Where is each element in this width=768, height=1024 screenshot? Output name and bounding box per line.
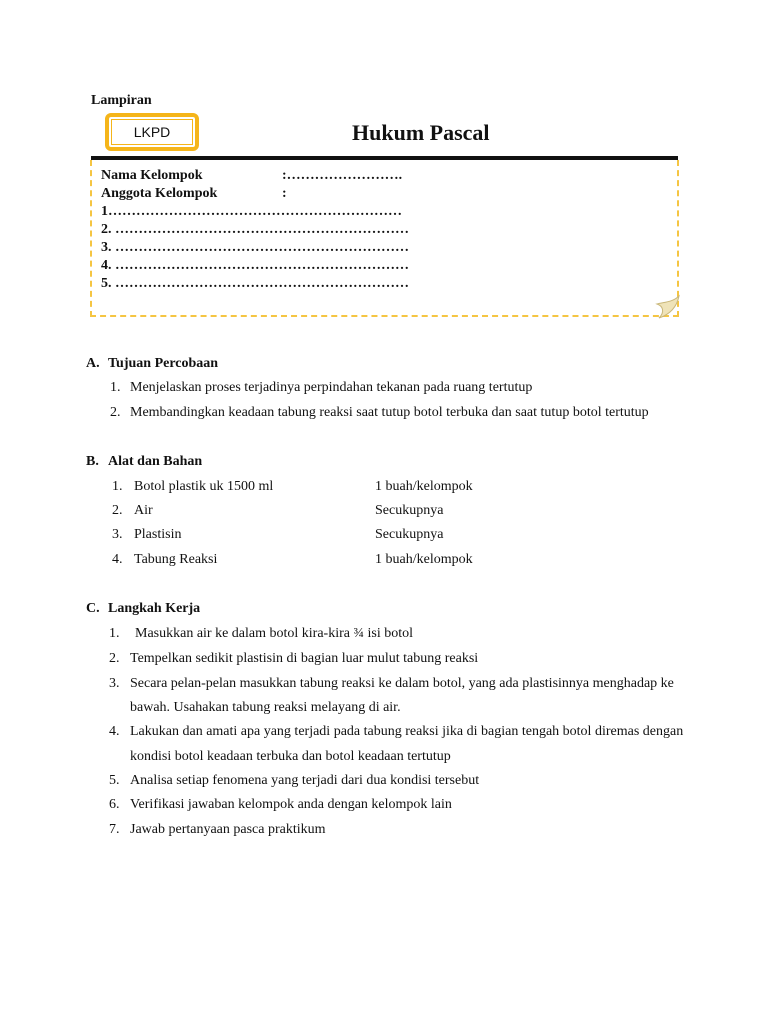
section-b-item-name: Plastisin — [134, 527, 182, 542]
section-b-item-qty: 1 buah/kelompok — [375, 552, 473, 567]
section-a-item-text: Membandingkan keadaan tabung reaksi saat tutup botol terbuka dan saat tutup botol tertutup — [130, 405, 649, 420]
step-text-continued: kondisi botol keadaan terbuka dan botol keadaan tertutup — [130, 749, 451, 764]
section-b-heading: Alat dan Bahan — [108, 454, 203, 469]
member-line-4: 4. ……………………………………………………… — [101, 258, 409, 273]
section-b-item-name: Botol plastik uk 1500 ml — [134, 479, 274, 494]
step-num: 3. — [109, 676, 120, 691]
page-curl-icon — [655, 294, 681, 320]
section-a-item-num: 2. — [110, 405, 121, 420]
step-num: 7. — [109, 822, 120, 837]
section-a-heading: Tujuan Percobaan — [108, 356, 219, 371]
section-b-item-name: Tabung Reaksi — [134, 552, 218, 567]
section-b-letter: B. — [86, 454, 99, 469]
step-text: Analisa setiap fenomena yang terjadi dari dua kondisi tersebut — [130, 773, 480, 788]
section-c-heading: Langkah Kerja — [108, 601, 201, 616]
step-text: Masukkan air ke dalam botol kira-kira ¾ isi botol — [135, 626, 413, 641]
member-line-5: 5. ……………………………………………………… — [101, 276, 409, 291]
section-c-letter: C. — [86, 601, 100, 616]
member-line-1: 1……………………………………………………… — [101, 204, 402, 219]
section-b-item-num: 4. — [112, 552, 123, 567]
page-title: Hukum Pascal — [352, 120, 490, 145]
section-b-item-num: 3. — [112, 527, 123, 542]
step-text: Jawab pertanyaan pasca praktikum — [130, 822, 326, 837]
step-num: 6. — [109, 797, 120, 812]
section-b-item-qty: Secukupnya — [375, 527, 444, 542]
group-name-value: :……………………. — [282, 168, 403, 183]
step-num: 2. — [109, 651, 120, 666]
section-b-item-qty: 1 buah/kelompok — [375, 479, 473, 494]
step-text-continued: bawah. Usahakan tabung reaksi melayang di air. — [130, 700, 401, 715]
section-b-item-name: Air — [134, 503, 153, 518]
section-a-letter: A. — [86, 356, 100, 371]
step-text: Lakukan dan amati apa yang terjadi pada tabung reaksi jika di bagian tengah botol diremas dengan — [130, 724, 684, 739]
section-b-item-qty: Secukupnya — [375, 503, 444, 518]
member-line-3: 3. ……………………………………………………… — [101, 240, 409, 255]
step-num: 1. — [109, 626, 120, 641]
step-num: 4. — [109, 724, 120, 739]
section-a-item-text: Menjelaskan proses terjadinya perpindahan tekanan pada ruang tertutup — [130, 380, 533, 395]
step-text: Secara pelan-pelan masukkan tabung reaksi ke dalam botol, yang ada plastisinnya menghadap ke — [130, 676, 674, 691]
member-line-2: 2. ……………………………………………………… — [101, 222, 409, 237]
group-members-label: Anggota Kelompok — [101, 186, 218, 201]
step-text: Verifikasi jawaban kelompok anda dengan kelompok lain — [130, 797, 452, 812]
lkpd-badge — [105, 113, 199, 151]
lampiran-label: Lampiran — [91, 93, 152, 108]
section-a-item-num: 1. — [110, 380, 121, 395]
section-b-item-num: 1. — [112, 479, 123, 494]
step-text: Tempelkan sedikit plastisin di bagian luar mulut tabung reaksi — [130, 651, 479, 666]
step-num: 5. — [109, 773, 120, 788]
section-b-item-num: 2. — [112, 503, 123, 518]
group-members-value: : — [282, 186, 287, 201]
group-name-label: Nama Kelompok — [101, 168, 203, 183]
lkpd-label: LKPD — [133, 124, 171, 140]
